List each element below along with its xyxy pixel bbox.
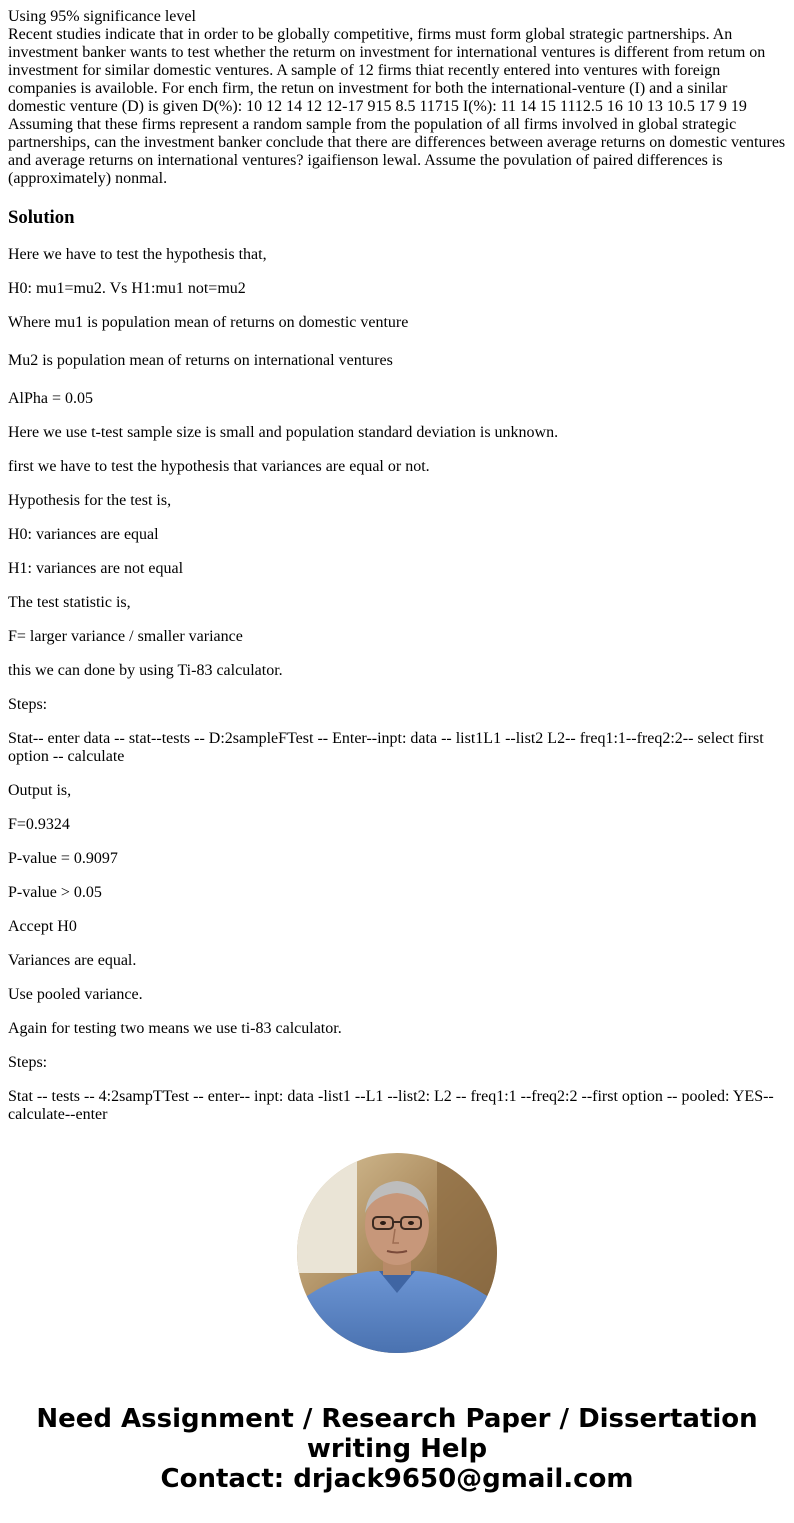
solution-paragraph: H0: mu1=mu2. Vs H1:mu1 not=mu2: [8, 280, 246, 297]
solution-paragraph: this we can done by using Ti-83 calculator.: [8, 662, 283, 679]
solution-paragraph: AlPha = 0.05: [8, 390, 94, 407]
solution-paragraph: first we have to test the hypothesis that variances are equal or not.: [8, 458, 430, 475]
solution-paragraph: H1: variances are not equal: [8, 560, 184, 577]
promo-contact-line: Contact: drjack9650@gmail.com: [160, 1464, 634, 1494]
author-portrait-icon: [297, 1153, 497, 1353]
solution-paragraph: Mu2 is population mean of returns on international ventures: [8, 352, 393, 369]
solution-paragraph: Hypothesis for the test is,: [8, 492, 172, 509]
solution-paragraph: Here we use t-test sample size is small and population standard deviation is unknown.: [8, 424, 559, 441]
solution-paragraph: Variances are equal.: [8, 952, 137, 969]
solution-paragraph: P-value > 0.05: [8, 884, 102, 901]
question-body: Recent studies indicate that in order to be globally competitive, firms must form global strategic partnerships. An investment banker wants to test whether the returm on investment for international ventures is different from retum on investment for similar domestic ventures. A sample of 12 firms thiat recently entered into ventures with foreign companies is availoble. For ench firm, the retun on investment for both the international-venture (I) and a sinilar domestic venture (D) is given D(%): 10 12 14 12 12-17 915 8.5 11715 I(%): 11 14 15 1112.5 16 10 13 10.5 17 9 19 Assuming that these firms represent a random sample from the population of all firms involved in global strategic partnerships, can the investment banker conclude that there are differences between average returns on domestic ventures and average returns on international ventures? igaifienson lewal. Assume the povulation of paired differences is (approximately) nonmal.: [8, 26, 786, 187]
solution-paragraph: Here we have to test the hypothesis that,: [8, 246, 267, 263]
solution-paragraph: Output is,: [8, 782, 72, 799]
solution-paragraph: The test statistic is,: [8, 594, 131, 611]
promo-line-2: writing Help: [306, 1434, 488, 1464]
question-significance-level: Using 95% significance level: [8, 8, 196, 25]
promo-line-1: Need Assignment / Research Paper / Dissertation: [36, 1404, 758, 1434]
question-text: [8, 8, 788, 188]
solution-paragraph: Where mu1 is population mean of returns on domestic venture: [8, 314, 409, 331]
solution-heading: Solution: [8, 207, 75, 228]
solution-paragraph: F= larger variance / smaller variance: [8, 628, 243, 645]
solution-paragraph: Stat -- tests -- 4:2sampTTest -- enter-- inpt: data -list1 --L1 --list2: L2 -- freq1:1 --freq2:2 --first option -- pooled: YES--calculate--enter: [8, 1088, 774, 1123]
solution-paragraph: Stat-- enter data -- stat--tests -- D:2sampleFTest -- Enter--inpt: data -- list1L1 --list2 L2-- freq1:1--freq2:2-- select first option -- calculate: [8, 730, 764, 765]
solution-paragraph: Steps:: [8, 1054, 48, 1071]
solution-body: [8, 246, 788, 1140]
promo-banner: [0, 1404, 794, 1494]
author-avatar: [297, 1153, 497, 1353]
solution-paragraph: P-value = 0.9097: [8, 850, 118, 867]
solution-paragraph: Use pooled variance.: [8, 986, 143, 1003]
solution-paragraph: Again for testing two means we use ti-83 calculator.: [8, 1020, 342, 1037]
solution-paragraph: H0: variances are equal: [8, 526, 159, 543]
solution-paragraph: F=0.9324: [8, 816, 70, 833]
solution-paragraph: Accept H0: [8, 918, 77, 935]
solution-paragraph: Steps:: [8, 696, 48, 713]
